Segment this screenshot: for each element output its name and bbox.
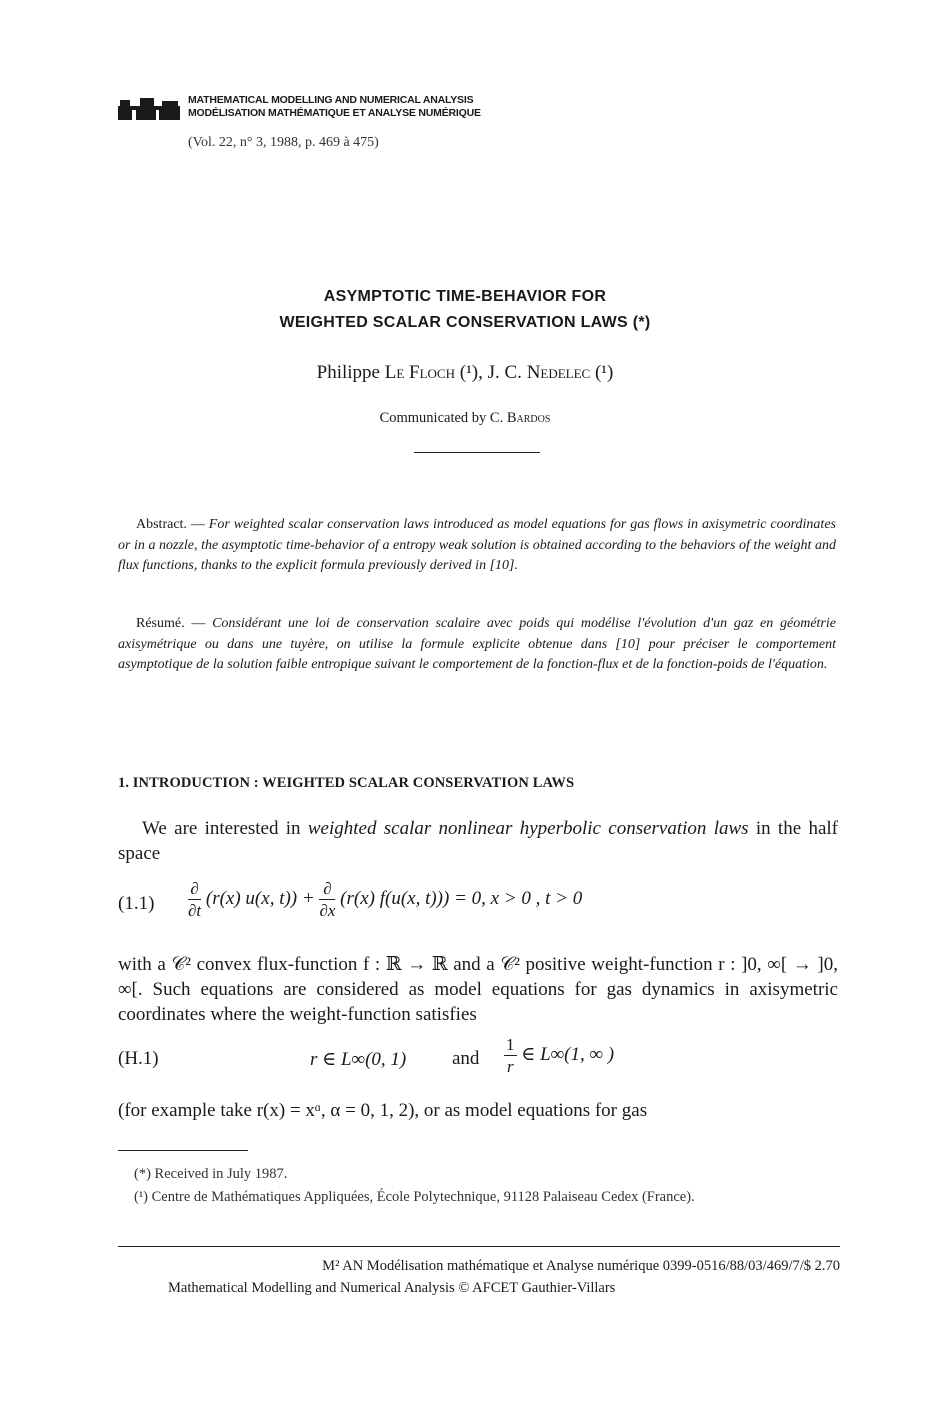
section-heading: 1. INTRODUCTION : WEIGHTED SCALAR CONSERVATION LAWS — [118, 775, 575, 791]
partial-t-fraction: $\frac{\partial}{\partial t}$ — [188, 879, 202, 920]
equation-1-1-label: (1.1) — [118, 893, 155, 914]
journal-name-en: MATHEMATICAL MODELLING AND NUMERICAL ANALYSIS — [188, 94, 474, 106]
equation-h1-label: (H.1) — [118, 1048, 159, 1069]
author-1-first: Philippe — [316, 362, 385, 383]
equation-1-1-term-2: (r(x) f(u(x, t))) = 0, x > 0 , t > 0 — [340, 887, 583, 909]
footnote-1: (*) Received in July 1987. — [134, 1166, 288, 1182]
equation-h1-left: r ∈ L∞(0, 1) — [310, 1049, 407, 1070]
paragraph-3: (for example take r(x) = xᵅ, α = 0, 1, 2), or as model equations for gas — [118, 1100, 648, 1121]
footnote-divider — [118, 1150, 248, 1151]
resume-text: Considérant une loi de conservation scalaire avec poids qui modélise l'évolution d'un gaz en géométrie axisymétrique ou dans une tuyère, on utilise la formule explicite obtenue dans [10] pour préciser le comportement asymptotique de la solution faible entropique suivant le comportement de la fonction-flux et de la fonction-poids de l'équation. — [118, 616, 836, 672]
paragraph-1-start: We are interested in — [142, 818, 308, 839]
communicated-by — [0, 410, 930, 427]
paragraph-1-emphasis: weighted scalar nonlinear hyperbolic conservation laws — [307, 818, 749, 839]
author-1-mark: (¹), — [455, 362, 488, 383]
equation-1-1 — [188, 880, 582, 919]
paragraph-2: with a 𝒞² convex flux-function f : ℝ → ℝ and a 𝒞² positive weight-function r : ]0, ∞[ → ]0, ∞[. Such equations are considered as model equations for gas dynamics in axisymetric coordinates where the weight-function satisfies — [118, 954, 838, 1025]
author-2-first: J. C. — [487, 362, 527, 383]
resume-label: Résumé. — — [136, 616, 213, 631]
footer-line-2: Mathematical Modelling and Numerical Analysis © AFCET Gauthier-Villars — [168, 1280, 616, 1296]
equation-1-1-term-1: (r(x) u(x, t)) + — [205, 887, 320, 909]
journal-name-fr: MODÉLISATION MATHÉMATIQUE ET ANALYSE NUMÉRIQUE — [188, 107, 481, 119]
paragraph-1 — [118, 816, 838, 866]
equation-h1-right — [504, 1036, 614, 1075]
authors — [0, 362, 930, 384]
communicated-name: Bardos — [506, 410, 551, 426]
footer-line-1: M² AN Modélisation mathématique et Analyse numérique 0399-0516/88/03/469/7/$ 2.70 — [322, 1258, 840, 1274]
communicated-prefix: Communicated by C. — [379, 410, 507, 426]
paper-title-line-1: ASYMPTOTIC TIME-BEHAVIOR FOR — [323, 288, 607, 305]
abstract-label: Abstract. — — [136, 517, 209, 532]
title-divider — [414, 452, 540, 453]
equation-h1-right-text: ∈ L∞(1, ∞ ) — [521, 1043, 615, 1065]
author-2-last: Nedelec — [526, 362, 591, 383]
footnote-2: (¹) Centre de Mathématiques Appliquées, École Polytechnique, 91128 Palaiseau Cedex (France). — [134, 1189, 695, 1205]
paragraph-1-end: in the half space — [118, 818, 838, 864]
author-2-mark: (¹) — [590, 362, 614, 383]
journal-name — [188, 94, 481, 120]
partial-x-fraction: $\frac{\partial}{\partial x}$ — [319, 879, 336, 920]
journal-logo — [118, 98, 180, 120]
volume-info: (Vol. 22, n° 3, 1988, p. 469 à 475) — [188, 135, 379, 150]
paper-title-line-2: WEIGHTED SCALAR CONSERVATION LAWS (*) — [279, 314, 651, 331]
author-1-last: Le Floch — [384, 362, 455, 383]
footer-divider — [118, 1246, 840, 1247]
resume — [118, 614, 836, 676]
abstract-text: For weighted scalar conservation laws introduced as model equations for gas flows in axisymetric coordinates or in a nozzle, the asymptotic time-behavior of a entropy weak solution is obtained according to the behaviors of the weight and flux functions, thanks to the explicit formula previously derived in [10]. — [118, 517, 836, 573]
abstract — [118, 515, 836, 577]
equation-h1-and: and — [452, 1048, 480, 1069]
one-over-r-fraction: $\frac{1}{r}$ — [506, 1035, 515, 1076]
